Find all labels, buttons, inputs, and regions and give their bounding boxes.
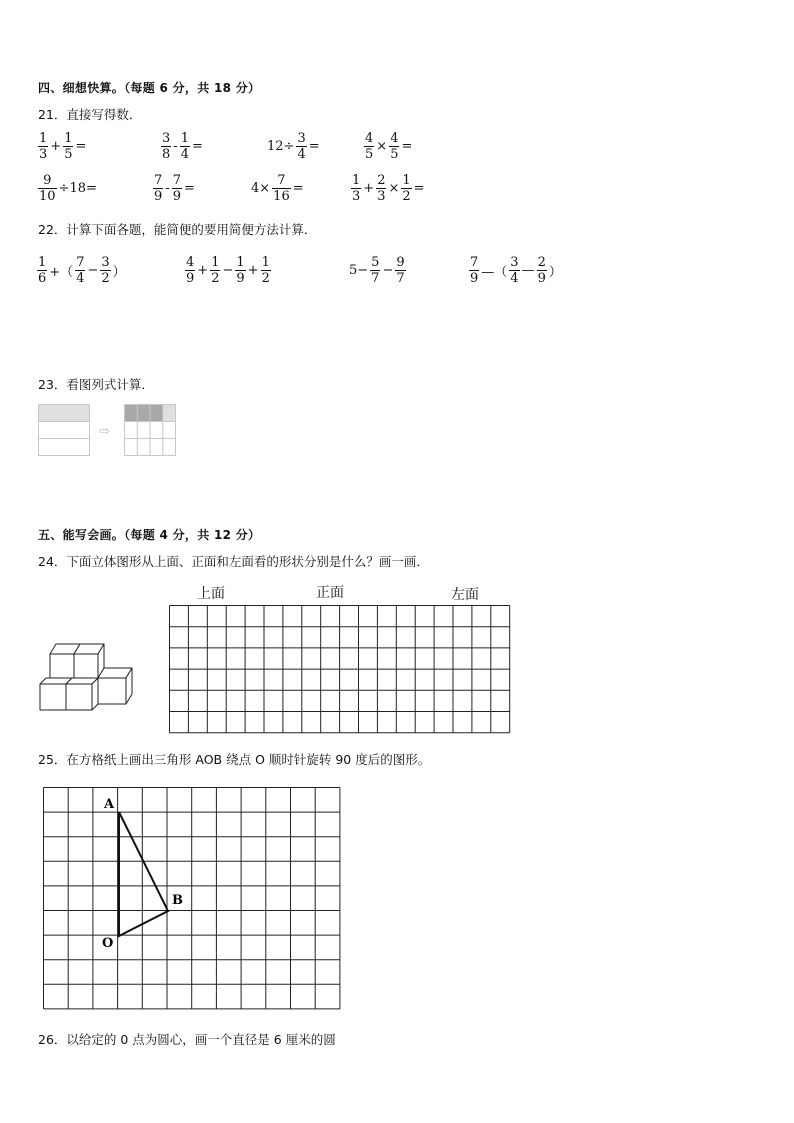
math-operator: 12÷ — [267, 139, 295, 154]
fraction-denominator: 9 — [537, 271, 546, 286]
math-operator: - — [165, 181, 170, 196]
section-5-title: 五、能写会画。（每题 4 分，共 12 分） — [38, 528, 261, 542]
q21-expr — [363, 131, 413, 162]
fraction-numerator: 1 — [211, 255, 220, 270]
q25-drawing-grid[interactable] — [42, 786, 342, 1012]
math-operator: = — [308, 139, 320, 154]
fraction-denominator: 2 — [101, 271, 110, 286]
fraction-denominator: 3 — [39, 147, 48, 162]
q21-expr — [37, 173, 98, 204]
math-operator: 4× — [251, 181, 271, 196]
fraction-denominator: 9 — [236, 271, 245, 286]
fraction-denominator: 4 — [297, 147, 306, 162]
q21-expr — [350, 173, 426, 204]
fraction-numerator: 3 — [162, 131, 171, 146]
math-operator: ÷18= — [58, 181, 97, 196]
math-operator: − — [222, 263, 234, 278]
fraction — [161, 131, 171, 162]
q24-drawing-grid[interactable] — [168, 604, 512, 734]
fraction-denominator: 7 — [371, 271, 380, 286]
fraction-numerator: 1 — [39, 131, 48, 146]
point-a-label: A — [104, 797, 115, 812]
question-26-label: 26．以给定的 0 点为圆心，画一个直径是 6 厘米的圆 — [38, 1032, 336, 1047]
math-operator: —（ — [481, 265, 508, 280]
fraction-numerator: 2 — [537, 255, 546, 270]
math-operator: − — [87, 263, 99, 278]
view-label-top: 上面 — [197, 586, 225, 602]
fraction-numerator: 7 — [76, 255, 85, 270]
fraction-denominator: 4 — [510, 271, 519, 286]
fraction — [376, 173, 386, 204]
fraction-numerator: 7 — [172, 173, 181, 188]
fraction-denominator: 2 — [261, 271, 270, 286]
fraction-numerator: 1 — [38, 255, 47, 270]
q21-expr — [152, 173, 196, 204]
q21-expr — [266, 131, 321, 162]
math-operator: - — [173, 139, 178, 154]
fraction-denominator: 2 — [402, 189, 411, 204]
q23-right-shaded — [125, 405, 163, 421]
fraction — [370, 255, 380, 286]
fraction-denominator: 9 — [154, 189, 163, 204]
fraction-denominator: 5 — [64, 147, 73, 162]
fraction — [296, 131, 306, 162]
question-23-label: 23．看图列式计算． — [38, 377, 154, 392]
math-operator: = — [401, 139, 413, 154]
view-label-front: 正面 — [316, 585, 344, 601]
math-operator: ） — [112, 265, 126, 280]
fraction — [63, 131, 73, 162]
fraction-numerator: 1 — [402, 173, 411, 188]
fraction — [272, 173, 291, 204]
fraction — [38, 131, 48, 162]
fraction-denominator: 4 — [180, 147, 189, 162]
fraction — [37, 255, 47, 286]
view-label-left: 左面 — [451, 587, 479, 603]
fraction-denominator: 5 — [390, 147, 399, 162]
fraction-denominator: 3 — [352, 189, 361, 204]
fraction — [235, 255, 245, 286]
fraction — [100, 255, 110, 286]
fraction-denominator: 4 — [76, 271, 85, 286]
question-21-label: 21．直接写得数． — [38, 107, 142, 122]
fraction-denominator: 2 — [211, 271, 220, 286]
math-operator: + — [363, 181, 375, 196]
fraction-numerator: 4 — [390, 131, 399, 146]
math-operator: = — [292, 181, 304, 196]
fraction-numerator: 7 — [277, 173, 286, 188]
math-operator: +（ — [49, 265, 74, 280]
fraction-denominator: 8 — [162, 147, 171, 162]
q21-expr — [37, 131, 87, 162]
fraction-numerator: 3 — [297, 131, 306, 146]
cube-stack-figure — [38, 640, 138, 716]
q22-expr — [184, 255, 272, 286]
question-25-label: 25．在方格纸上画出三角形 AOB 绕点 O 顺时针旋转 90 度后的图形。 — [38, 752, 431, 767]
fraction-numerator: 1 — [180, 131, 189, 146]
point-b-label: B — [172, 893, 183, 908]
fraction-numerator: 5 — [371, 255, 380, 270]
math-operator: − — [382, 263, 394, 278]
math-operator: + — [50, 139, 62, 154]
fraction-numerator: 7 — [154, 173, 163, 188]
fraction-denominator: 16 — [273, 189, 290, 204]
math-operator: = — [183, 181, 195, 196]
fraction-denominator: 10 — [39, 189, 56, 204]
fraction-numerator: 3 — [510, 255, 519, 270]
q22-expr — [36, 255, 127, 286]
fraction — [172, 173, 182, 204]
fraction-numerator: 4 — [186, 255, 195, 270]
fraction-denominator: 6 — [38, 271, 47, 286]
q23-figure — [38, 404, 178, 458]
math-operator: = — [413, 181, 425, 196]
fraction-numerator: 9 — [396, 255, 405, 270]
fraction — [395, 255, 405, 286]
fraction — [351, 173, 361, 204]
fraction-numerator: 9 — [43, 173, 52, 188]
fraction — [537, 255, 547, 286]
fraction-denominator: 3 — [377, 189, 386, 204]
fraction-denominator: 9 — [172, 189, 181, 204]
q21-expr — [250, 173, 305, 204]
question-24-label: 24．下面立体图形从上面、正面和左面看的形状分别是什么？画一画． — [38, 554, 429, 569]
fraction-denominator: 9 — [186, 271, 195, 286]
fraction — [401, 173, 411, 204]
arrow-icon: ⇨ — [99, 424, 110, 439]
fraction-numerator: 7 — [470, 255, 479, 270]
section-4-title: 四、细想快算。（每题 6 分，共 18 分） — [38, 81, 261, 95]
question-22-label: 22．计算下面各题，能简便的要用简便方法计算． — [38, 222, 317, 237]
math-operator: = — [75, 139, 87, 154]
q23-left-rectangle — [39, 405, 90, 456]
math-operator: × — [388, 181, 400, 196]
fraction — [261, 255, 271, 286]
fraction — [153, 173, 163, 204]
triangle-aob — [119, 812, 168, 936]
math-operator: + — [247, 263, 259, 278]
q22-expr — [468, 255, 563, 286]
q21-expr — [160, 131, 204, 162]
fraction-numerator: 1 — [64, 131, 73, 146]
math-operator: = — [191, 139, 203, 154]
fraction-numerator: 1 — [352, 173, 361, 188]
fraction-numerator: 3 — [101, 255, 110, 270]
fraction — [389, 131, 399, 162]
fraction — [180, 131, 190, 162]
math-operator: ） — [548, 265, 562, 280]
math-operator: + — [197, 263, 209, 278]
fraction-denominator: 7 — [396, 271, 405, 286]
q22-expr — [348, 255, 407, 286]
fraction — [210, 255, 220, 286]
math-operator: — — [521, 263, 535, 278]
fraction-denominator: 9 — [470, 271, 479, 286]
fraction — [364, 131, 374, 162]
fraction-numerator: 2 — [377, 173, 386, 188]
fraction-numerator: 4 — [365, 131, 374, 146]
fraction-numerator: 1 — [261, 255, 270, 270]
q23-right-rectangle — [125, 405, 176, 456]
fraction-denominator: 5 — [365, 147, 374, 162]
math-operator: × — [376, 139, 388, 154]
fraction — [185, 255, 195, 286]
fraction — [469, 255, 479, 286]
fraction-numerator: 1 — [236, 255, 245, 270]
fraction — [75, 255, 85, 286]
q23-left-shaded — [39, 405, 89, 421]
point-o-label: O — [102, 936, 114, 951]
math-operator: 5− — [349, 263, 369, 278]
fraction — [509, 255, 519, 286]
fraction — [38, 173, 57, 204]
